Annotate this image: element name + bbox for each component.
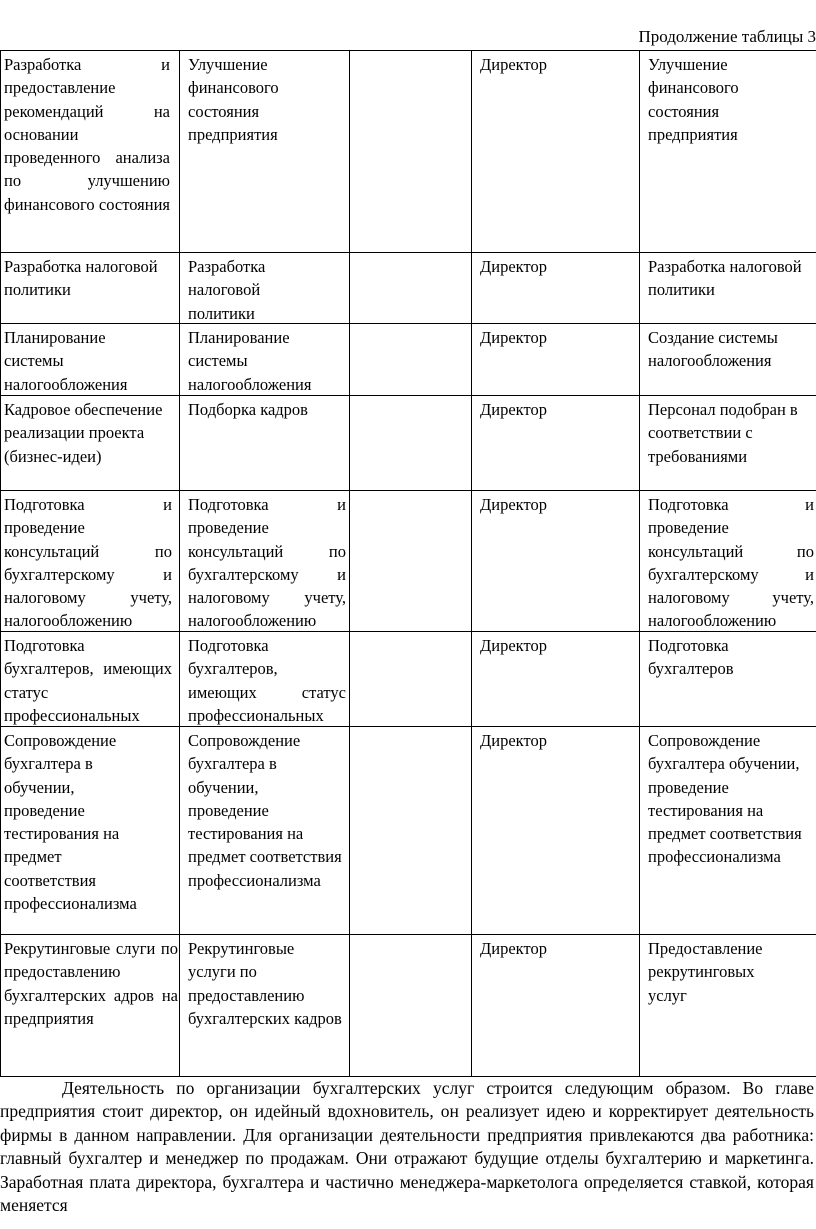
- row-divider: [0, 490, 816, 491]
- row-4-responsible: Директор: [480, 400, 547, 419]
- row-4-result: Персонал подобран в соответствии с требованиями: [648, 400, 798, 466]
- row-2-result: Разработка налоговой политики: [648, 257, 802, 300]
- row-8-goal: Рекрутинговые услуги по предоставлению бухгалтерских кадров: [188, 939, 342, 1028]
- row-4-goal: Подборка кадров: [188, 400, 308, 419]
- row-7-task: Сопровождение бухгалтера в обучении, проведение тестирования на предмет соответствия профессионализма: [4, 731, 137, 914]
- row-6-responsible: Директор: [480, 636, 547, 655]
- column-divider: [179, 50, 180, 1077]
- row-6-task: Подготовка бухгалтеров, имеющих статус профессиональных: [4, 636, 172, 725]
- column-divider: [639, 50, 640, 1077]
- body-paragraph: [0, 1077, 814, 1217]
- row-7-goal: Сопровождение бухгалтера в обучении, проведение тестирования на предмет соответствия профессионализма: [188, 731, 342, 890]
- row-6-goal: Подготовка бухгалтеров, имеющих статус профессиональных: [188, 636, 346, 725]
- row-1-task: Разработка и предоставление рекомендаций на основании проведенного анализа по улучшению финансового состояния: [4, 55, 170, 214]
- row-8-task: Рекрутинговые слуги по предоставлению бухгалтерских адров на предприятия: [4, 939, 178, 1028]
- row-1-responsible: Директор: [480, 55, 547, 74]
- row-divider: [0, 323, 816, 324]
- row-5-result: Подготовка и проведение консультаций по бухгалтерскому и налоговому учету, налогообложению: [648, 495, 814, 631]
- row-1-result: Улучшение финансового состояния предприятия: [648, 55, 739, 144]
- table-continuation-label: Продолжение таблицы 3: [638, 27, 816, 46]
- row-8-responsible: Директор: [480, 939, 547, 958]
- row-6-result: Подготовка бухгалтеров: [648, 636, 734, 679]
- row-5-responsible: Директор: [480, 495, 547, 514]
- row-3-goal: Планирование системы налогообложения: [188, 328, 312, 394]
- row-3-responsible: Директор: [480, 328, 547, 347]
- row-4-task: Кадровое обеспечение реализации проекта (бизнес-идеи): [4, 400, 163, 466]
- row-8-result: Предоставление рекрутинговых услуг: [648, 939, 763, 1005]
- row-3-result: Создание системы налогообложения: [648, 328, 778, 371]
- row-divider: [0, 252, 816, 253]
- row-7-responsible: Директор: [480, 731, 547, 750]
- column-divider: [0, 50, 1, 1077]
- row-2-task: Разработка налоговой политики: [4, 257, 158, 300]
- row-divider: [0, 934, 816, 935]
- row-2-responsible: Директор: [480, 257, 547, 276]
- row-7-result: Сопровождение бухгалтера обучении, проведение тестирования на предмет соответствия профессионализма: [648, 731, 802, 867]
- row-5-goal: Подготовка и проведение консультаций по бухгалтерскому и налоговому учету, налогообложению: [188, 495, 346, 631]
- column-divider: [349, 50, 350, 1077]
- row-1-goal: Улучшение финансового состояния предприятия: [188, 55, 279, 144]
- row-5-task: Подготовка и проведение консультаций по бухгалтерскому и налоговому учету, налогообложению: [4, 495, 172, 631]
- body-paragraph-text: Деятельность по организации бухгалтерских услуг строится следующим образом. Во главе предприятия стоит директор, он идейный вдохновитель, он реализует идею и корректирует деятельность фирмы в данном направлении. Для организации деятельности предприятия привлекаются два работника: главный бухгалтер и менеджер по продажам. Они отражают будущие отделы бухгалтерию и маркетинга. Заработная плата директора, бухгалтера и частично менеджера-маркетолога определяется ставкой, которая меняется: [0, 1078, 814, 1216]
- table-border-top: [0, 50, 816, 51]
- row-2-goal: Разработка налоговой политики: [188, 257, 266, 323]
- row-3-task: Планирование системы налогообложения: [4, 328, 128, 394]
- column-divider: [471, 50, 472, 1077]
